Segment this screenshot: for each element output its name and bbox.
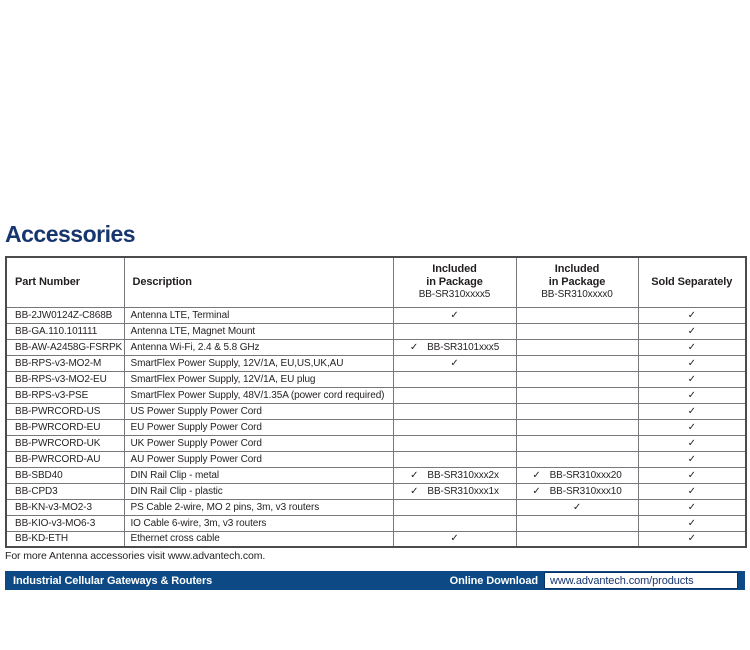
header-included-model: BB-SR310xxxx0 [541, 289, 613, 301]
description-cell: DIN Rail Clip - metal [124, 467, 393, 483]
check-icon: ✓ [687, 373, 696, 385]
sold-separately-cell [638, 323, 746, 339]
sold-separately-cell [638, 467, 746, 483]
header-part-number: Part Number [6, 257, 124, 307]
included-xxxx5-cell [393, 355, 516, 371]
table-row [6, 435, 746, 451]
part-number-cell: BB-KIO-v3-MO6-3 [6, 515, 124, 531]
package-variant-note: BB-SR310xxx1x [427, 485, 499, 497]
included-xxxx5-cell [393, 339, 516, 355]
part-number-cell: BB-PWRCORD-AU [6, 451, 124, 467]
included-xxxx0-cell [516, 387, 638, 403]
part-number-cell: BB-RPS-v3-MO2-EU [6, 371, 124, 387]
sold-separately-cell [638, 483, 746, 499]
included-xxxx0-cell [516, 339, 638, 355]
header-included-line1: Included [554, 263, 600, 276]
part-number-cell: BB-RPS-v3-MO2-M [6, 355, 124, 371]
product-family-label: Industrial Cellular Gateways & Routers [13, 574, 213, 587]
package-variant-note: BB-SR310xxx2x [427, 469, 499, 481]
part-number-cell: BB-CPD3 [6, 483, 124, 499]
sold-separately-cell [638, 435, 746, 451]
included-xxxx0-cell [516, 483, 638, 499]
description-cell: UK Power Supply Power Cord [124, 435, 393, 451]
part-number-cell: BB-SBD40 [6, 467, 124, 483]
included-xxxx5-cell [393, 403, 516, 419]
check-icon: ✓ [687, 405, 696, 417]
package-variant-note: BB-SR310xxx10 [549, 485, 622, 497]
sold-separately-cell [638, 531, 746, 547]
sold-separately-cell [638, 419, 746, 435]
included-xxxx0-cell [516, 323, 638, 339]
part-number-cell: BB-PWRCORD-UK [6, 435, 124, 451]
included-xxxx5-cell [393, 531, 516, 547]
package-variant-note: BB-SR310xxx20 [549, 469, 622, 481]
included-xxxx0-cell [516, 435, 638, 451]
header-included-xxxx0 [516, 257, 638, 307]
check-icon: ✓ [409, 341, 419, 353]
table-row [6, 387, 746, 403]
part-number-cell: BB-PWRCORD-US [6, 403, 124, 419]
check-icon: ✓ [450, 357, 459, 369]
included-xxxx0-cell [516, 515, 638, 531]
footer-bar-right [450, 572, 745, 589]
included-xxxx0-cell [516, 355, 638, 371]
included-xxxx5-cell [393, 387, 516, 403]
table-row [6, 483, 746, 499]
table-row [6, 307, 746, 323]
table-row [6, 355, 746, 371]
check-icon: ✓ [687, 389, 696, 401]
description-cell: Ethernet cross cable [124, 531, 393, 547]
sold-separately-cell [638, 387, 746, 403]
header-description: Description [124, 257, 393, 307]
table-row [6, 419, 746, 435]
sold-separately-cell [638, 451, 746, 467]
antenna-footnote[interactable]: For more Antenna accessories visit www.advantech.com. [5, 550, 266, 562]
included-xxxx5-cell [393, 435, 516, 451]
check-icon: ✓ [687, 325, 696, 337]
included-xxxx5-cell [393, 371, 516, 387]
description-cell: DIN Rail Clip - plastic [124, 483, 393, 499]
included-xxxx5-cell [393, 451, 516, 467]
check-icon: ✓ [532, 485, 541, 497]
sold-separately-cell [638, 403, 746, 419]
included-xxxx0-cell [516, 403, 638, 419]
check-icon: ✓ [687, 485, 696, 497]
part-number-cell: BB-AW-A2458G-FSRPK [6, 339, 124, 355]
check-icon: ✓ [450, 309, 459, 321]
table-row [6, 323, 746, 339]
included-xxxx0-cell [516, 499, 638, 515]
included-xxxx5-cell [393, 515, 516, 531]
accessories-table [5, 256, 747, 548]
description-cell: PS Cable 2-wire, MO 2 pins, 3m, v3 routers [124, 499, 393, 515]
description-cell: EU Power Supply Power Cord [124, 419, 393, 435]
sold-separately-cell [638, 515, 746, 531]
table-row [6, 371, 746, 387]
included-xxxx5-cell [393, 483, 516, 499]
included-xxxx0-cell [516, 307, 638, 323]
table-row [6, 403, 746, 419]
included-xxxx5-cell [393, 323, 516, 339]
description-cell: SmartFlex Power Supply, 48V/1.35A (power cord required) [124, 387, 393, 403]
header-sold-separately: Sold Separately [638, 257, 746, 307]
description-cell: IO Cable 6-wire, 3m, v3 routers [124, 515, 393, 531]
check-icon: ✓ [410, 485, 419, 497]
table-row [6, 467, 746, 483]
description-cell: Antenna Wi-Fi, 2.4 & 5.8 GHz [124, 339, 393, 355]
check-icon: ✓ [532, 469, 541, 481]
check-icon: ✓ [687, 357, 696, 369]
page-title: Accessories [5, 221, 136, 247]
check-icon: ✓ [687, 437, 696, 449]
check-icon: ✓ [687, 453, 696, 465]
table-header-row [6, 257, 746, 307]
part-number-cell: BB-RPS-v3-PSE [6, 387, 124, 403]
included-xxxx0-cell [516, 531, 638, 547]
part-number-cell: BB-KN-v3-MO2-3 [6, 499, 124, 515]
sold-separately-cell [638, 355, 746, 371]
check-icon: ✓ [687, 501, 696, 513]
description-cell: SmartFlex Power Supply, 12V/1A, EU,US,UK,AU [124, 355, 393, 371]
table-row [6, 451, 746, 467]
check-icon: ✓ [572, 501, 582, 513]
header-included-xxxx5 [393, 257, 516, 307]
included-xxxx0-cell [516, 467, 638, 483]
part-number-cell: BB-PWRCORD-EU [6, 419, 124, 435]
download-url-link[interactable]: www.advantech.com/products [544, 572, 738, 589]
accessories-table-body [6, 307, 746, 547]
check-icon: ✓ [687, 533, 696, 545]
sold-separately-cell [638, 371, 746, 387]
sold-separately-cell [638, 499, 746, 515]
description-cell: US Power Supply Power Cord [124, 403, 393, 419]
package-variant-note: BB-SR3101xxx5 [427, 341, 500, 353]
header-included-line2: in Package [426, 276, 483, 289]
part-number-cell: BB-2JW0124Z-C868B [6, 307, 124, 323]
check-icon: ✓ [687, 421, 696, 433]
check-icon: ✓ [450, 533, 459, 545]
description-cell: SmartFlex Power Supply, 12V/1A, EU plug [124, 371, 393, 387]
online-download-label: Online Download [449, 574, 538, 587]
description-cell: Antenna LTE, Terminal [124, 307, 393, 323]
check-icon: ✓ [687, 309, 696, 321]
included-xxxx5-cell [393, 499, 516, 515]
included-xxxx0-cell [516, 371, 638, 387]
table-row [6, 339, 746, 355]
check-icon: ✓ [410, 469, 419, 481]
table-row [6, 499, 746, 515]
part-number-cell: BB-KD-ETH [6, 531, 124, 547]
table-row [6, 515, 746, 531]
included-xxxx5-cell [393, 467, 516, 483]
header-included-model: BB-SR310xxxx5 [418, 289, 491, 301]
included-xxxx0-cell [516, 419, 638, 435]
footer-bar [5, 571, 745, 590]
description-cell: AU Power Supply Power Cord [124, 451, 393, 467]
included-xxxx5-cell [393, 419, 516, 435]
check-icon: ✓ [687, 469, 696, 481]
sold-separately-cell [638, 339, 746, 355]
check-icon: ✓ [687, 341, 696, 353]
sold-separately-cell [638, 307, 746, 323]
table-row [6, 531, 746, 547]
header-included-line2: in Package [548, 276, 606, 289]
description-cell: Antenna LTE, Magnet Mount [124, 323, 393, 339]
header-included-line1: Included [432, 263, 477, 276]
included-xxxx0-cell [516, 451, 638, 467]
check-icon: ✓ [687, 517, 696, 529]
included-xxxx5-cell [393, 307, 516, 323]
part-number-cell: BB-GA.110.101111 [6, 323, 124, 339]
